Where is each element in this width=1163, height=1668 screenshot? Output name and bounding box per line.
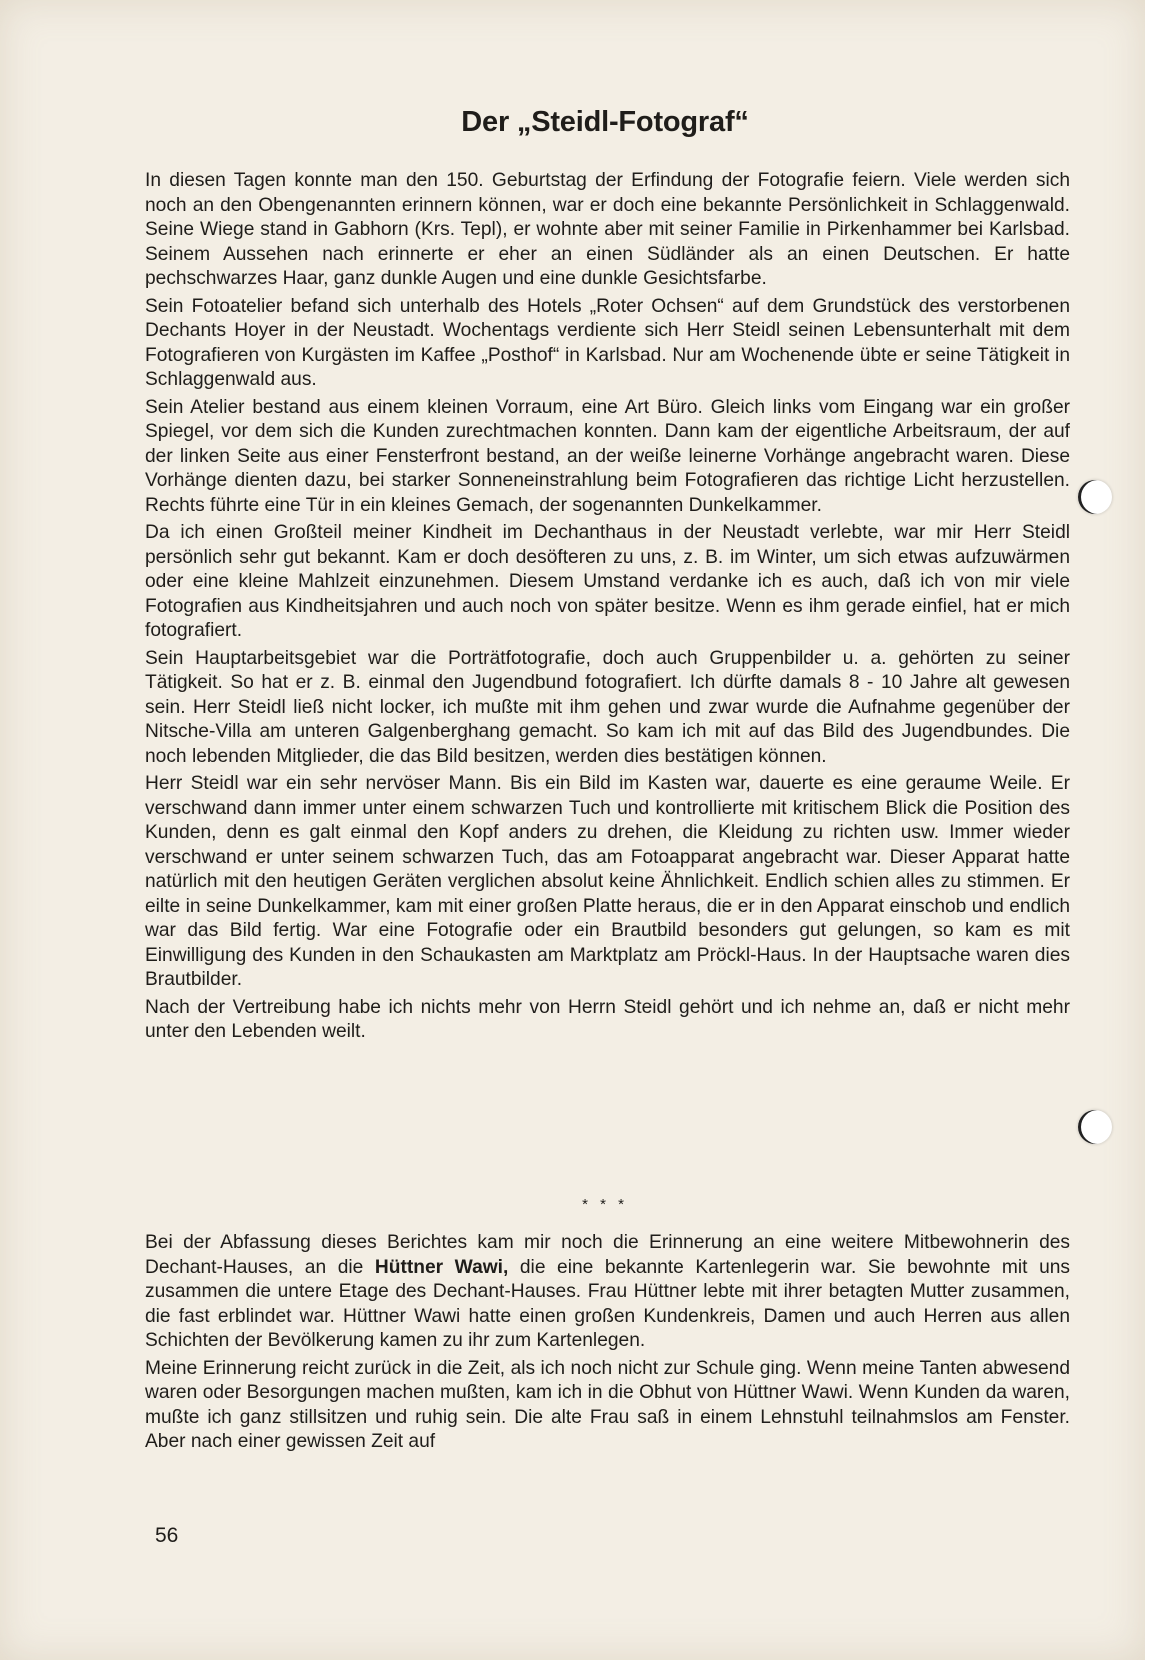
paragraph	[145, 1231, 1070, 1354]
section-separator: * * *	[582, 1196, 628, 1213]
highlighted-name: Hüttner Wawi,	[374, 1256, 509, 1278]
punch-hole	[1078, 1110, 1112, 1144]
paragraph: In diesen Tagen konnte man den 150. Geburtstag der Erfindung der Fotografie feiern. Viele werden sich noch an den Obengenannten erinnern können, war er doch eine bekannte Persönlichkeit in Schlaggenwald. Seine Wiege stand in Gabhorn (Krs. Tepl), er wohnte aber mit seiner Familie in Pirkenhammer bei Karlsbad. Seinem Aussehen nach erinnerte er eher an einen Südländer als an einen Deutschen. Er hatte pechschwarzes Haar, ganz dunkle Augen und eine dunkle Gesichtsfarbe.	[145, 170, 1070, 289]
paragraph: Sein Hauptarbeitsgebiet war die Porträtfotografie, doch auch Gruppenbilder u. a. gehörten zu seiner Tätigkeit. So hat er z. B. einmal den Jugendbund fotografiert. Ich dürfte damals 8 - 10 Jahre alt gewesen sein. Herr Steidl ließ nicht locker, ich mußte mit ihm gehen und zwar wurde die Aufnahme gegenüber der Nitsche-Villa am unteren Galgenberghang gemacht. So kam ich mit auf das Bild des Jugendbundes. Die noch lebenden Mitglieder, die das Bild besitzen, werden dies bestätigen können.	[145, 647, 1070, 767]
article-title: Der „Steidl-Fotograf“	[461, 106, 749, 138]
paragraph-text: Bei der Abfassung dieses Berichtes kam mir noch die Erinnerung an eine weitere Mitbewohnerin des Dechant-Hauses, an die	[145, 1232, 1070, 1278]
page-number: 56	[155, 1524, 179, 1547]
punch-hole	[1078, 480, 1112, 514]
paragraph: Meine Erinnerung reicht zurück in die Zeit, als ich noch nicht zur Schule ging. Wenn meine Tanten abwesend waren oder Besorgungen machen mußten, kam ich in die Obhut von Hüttner Wawi. Wenn Kunden da waren, mußte ich ganz stillsitzen und ruhig sein. Die alte Frau saß in einem Lehnstuhl teilnahmslos am Fenster. Aber nach einer gewissen Zeit auf	[145, 1357, 1070, 1452]
paragraph: Sein Fotoatelier befand sich unterhalb des Hotels „Roter Ochsen“ auf dem Grundstück des verstorbenen Dechants Hoyer in der Neustadt. Wochentags verdiente sich Herr Steidl seinen Lebensunterhalt mit dem Fotografieren von Kurgästen im Kaffee „Posthof“ in Karlsbad. Nur am Wochenende übte er seine Tätigkeit in Schlaggenwald aus.	[145, 295, 1070, 390]
paragraph: Nach der Vertreibung habe ich nichts mehr von Herrn Steidl gehört und ich nehme an, daß er nicht mehr unter den Lebenden weilt.	[145, 996, 1070, 1042]
paragraph: Da ich einen Großteil meiner Kindheit im Dechanthaus in der Neustadt verlebte, war mir Herr Steidl persönlich sehr gut bekannt. Kam er doch desöfteren zu uns, z. B. im Winter, um sich etwas aufzuwärmen oder eine kleine Mahlzeit einzunehmen. Diesem Umstand verdanke ich es auch, daß ich von mir viele Fotografien aus Kindheitsjahren und auch noch von später besitze. Wenn es ihm gerade einfiel, hat er mich fotografiert.	[145, 522, 1070, 641]
article-section-photographer	[145, 169, 1070, 1048]
paragraph: Sein Atelier bestand aus einem kleinen Vorraum, eine Art Büro. Gleich links vom Eingang war ein großer Spiegel, vor dem sich die Kunden zurechtmachen konnten. Dann kam der eigentliche Arbeitsraum, der auf der linken Seite aus einer Fensterfront bestand, an der weiße leinerne Vorhänge angebracht waren. Diese Vorhänge dienten dazu, bei starker Sonneneinstrahlung beim Fotografieren das richtige Licht herzustellen. Rechts führte eine Tür in ein kleines Gemach, der sogenannten Dunkelkammer.	[145, 396, 1070, 516]
paragraph-text: die eine bekannte Kartenlegerin war. Sie bewohnte mit uns zusammen die untere Etage des Dechant-Hauses. Frau Hüttner lebte mit ihrer betagten Mutter zusammen, die fast erblindet war. Hüttner Wawi hatte einen großen Kundenkreis, Damen und auch Herren aus allen Schichten der Bevölkerung kamen zu ihr zum Kartenlegen.	[145, 1256, 1071, 1351]
article-section-card-reader	[145, 1231, 1070, 1458]
paragraph: Herr Steidl war ein sehr nervöser Mann. Bis ein Bild im Kasten war, dauerte es eine geraume Weile. Er verschwand dann immer unter einem schwarzen Tuch und kontrollierte mit kritischem Blick die Position des Kunden, denn es galt einmal den Kopf anders zu drehen, die Kleidung zu richten usw. Immer wieder verschwand er unter seinem schwarzen Tuch, das am Fotoapparat angebracht war. Dieser Apparat hatte natürlich mit den heutigen Geräten verglichen absolut keine Ähnlichkeit. Endlich schien alles zu stimmen. Er eilte in seine Dunkelkammer, kam mit einer großen Platte heraus, die er in den Apparat einschob und endlich war das Bild fertig. War eine Fotografie oder ein Brautbild besonders gut gelungen, so kam es mit Einwilligung des Kunden in den Schaukasten am Marktplatz am Pröckl-Haus. In der Hauptsache waren dies Brautbilder.	[145, 773, 1070, 990]
